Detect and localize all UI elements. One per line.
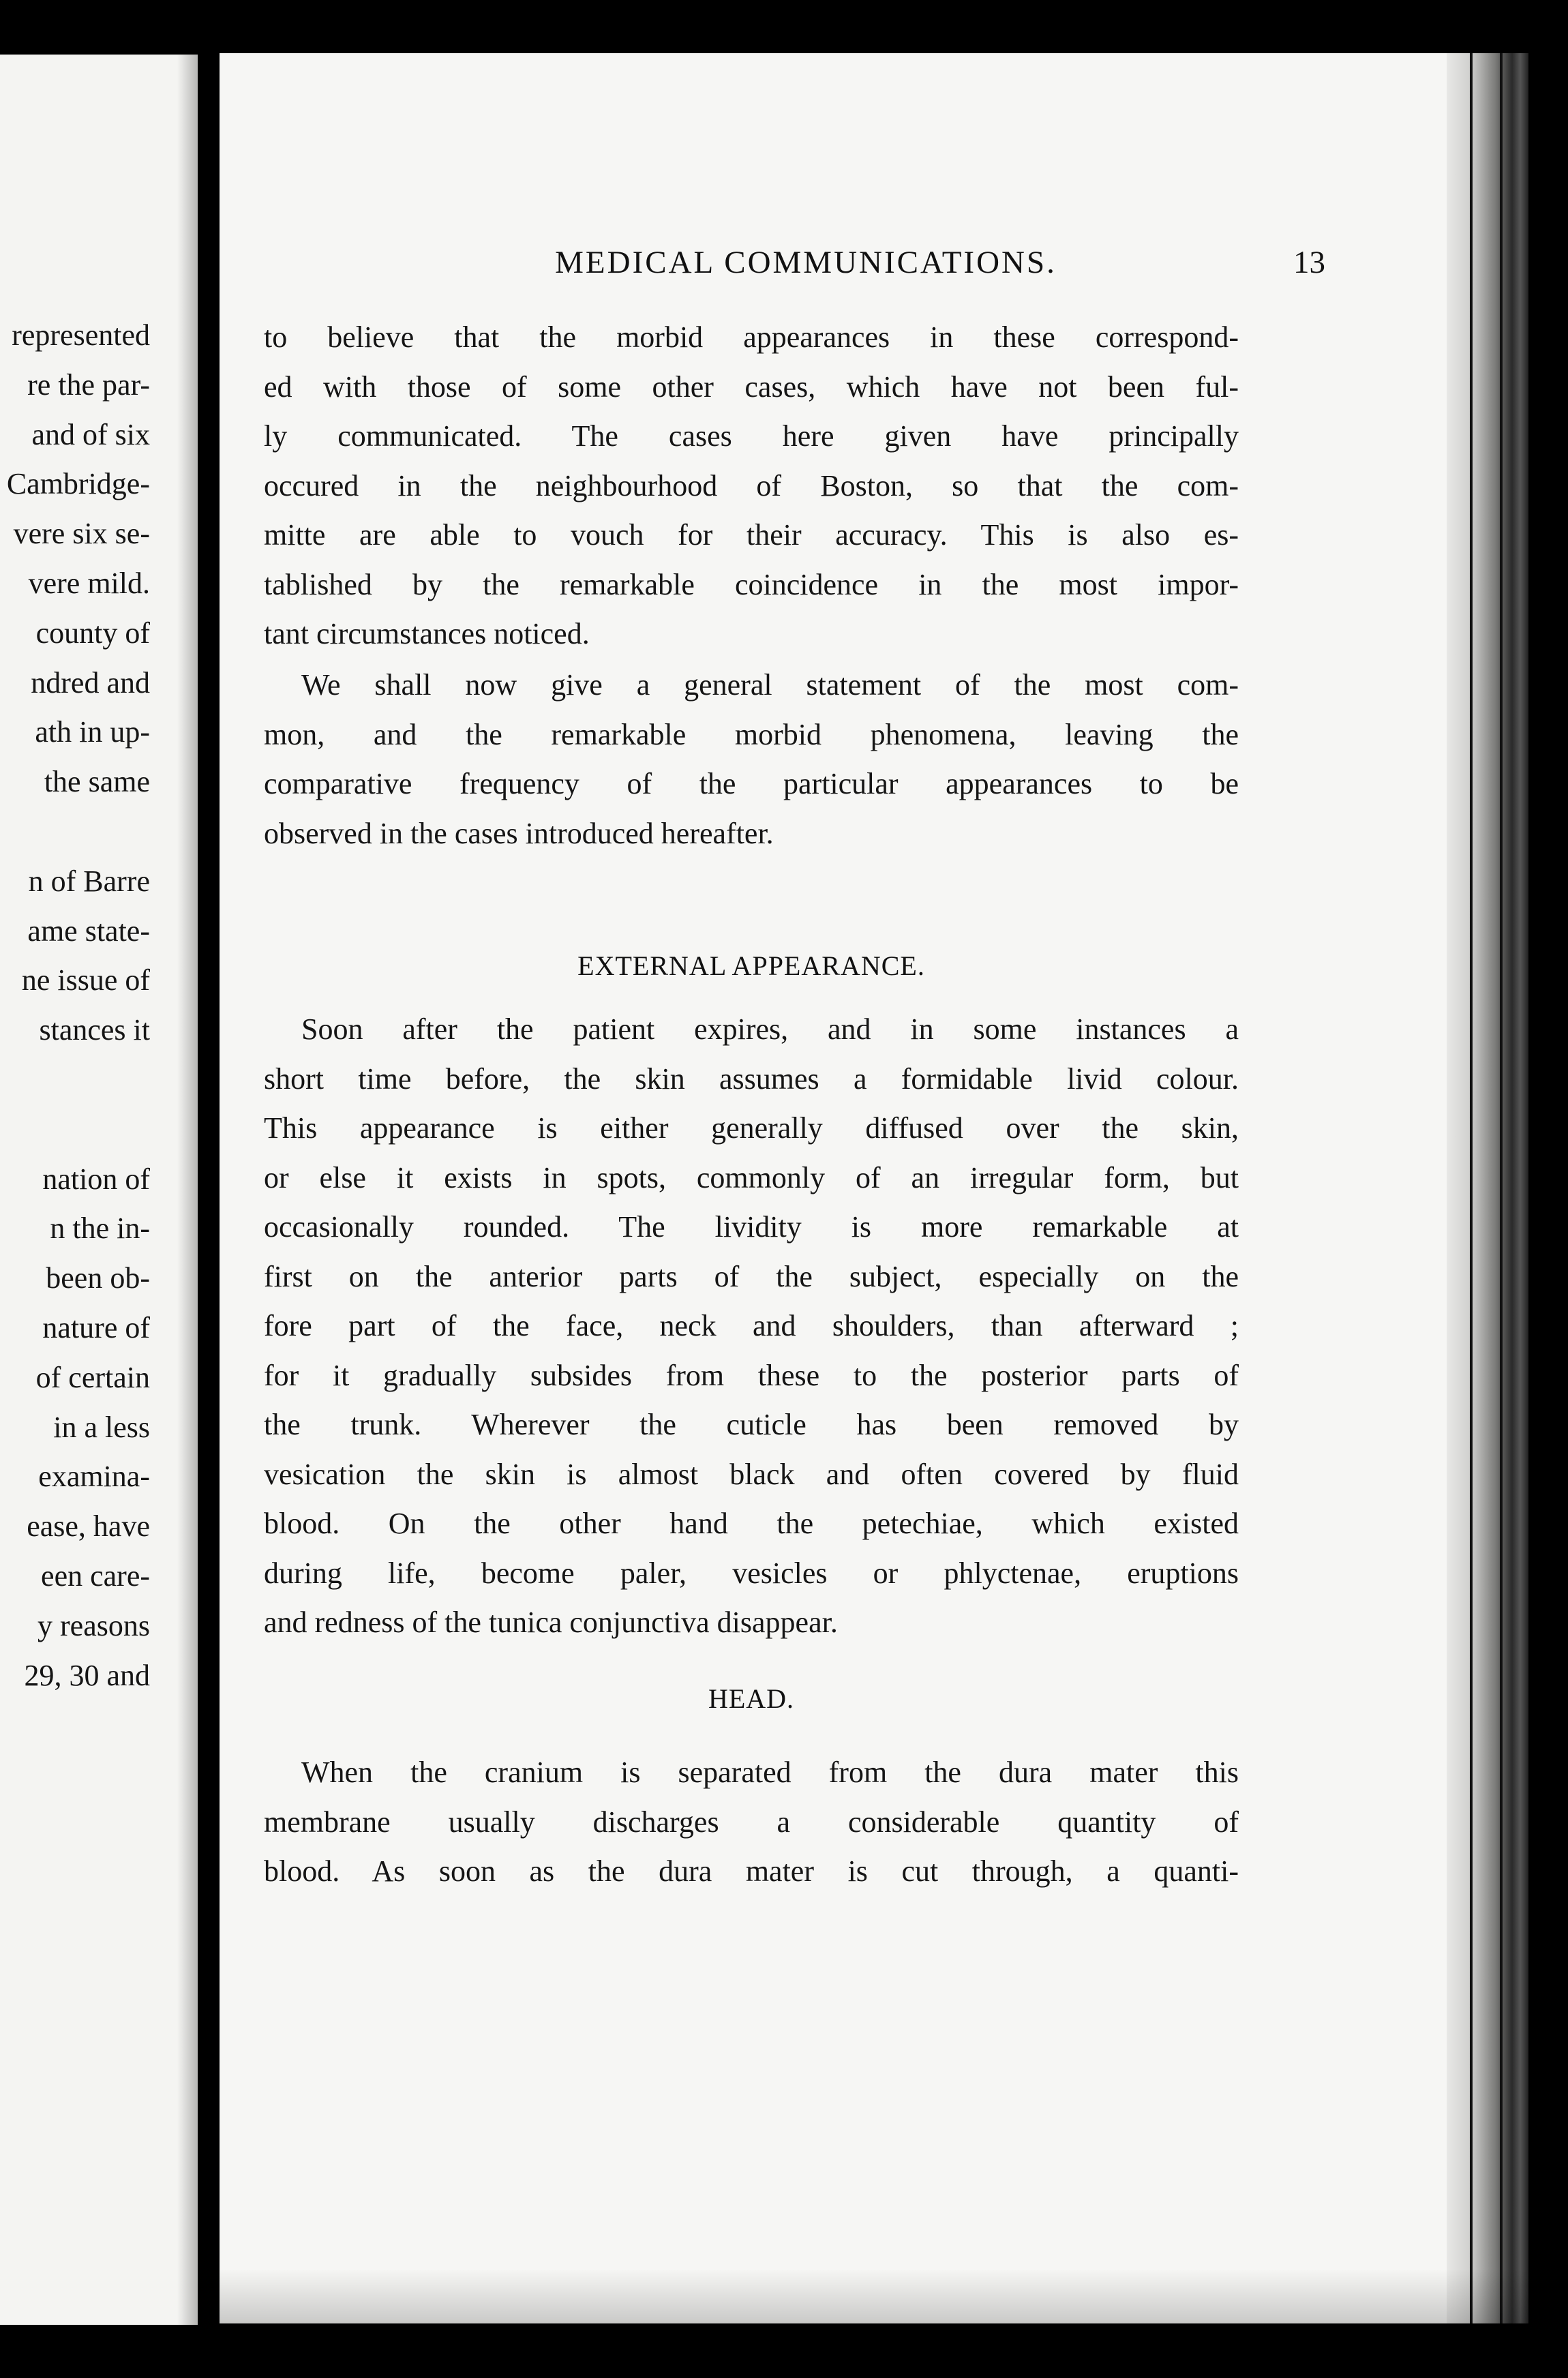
paragraph-3-line: first on the anterior parts of the subject, especially on the [264,1259,1239,1293]
left-page-line: y reasons [37,1608,150,1642]
paragraph-1-line: tablished by the remarkable coincidence in the most impor- [264,567,1239,601]
running-head [417,244,1372,292]
left-page-line: nature of [42,1311,150,1344]
paragraph-3-line: or else it exists in spots, commonly of an irregular form, but [264,1160,1239,1194]
left-page-line: examina- [38,1460,150,1494]
paragraph-3-line: the trunk. Wherever the cuticle has been removed by [264,1408,1239,1441]
left-page-line: n the in- [50,1211,150,1246]
left-page-line: the same [44,765,150,799]
paragraph-3-line: for it gradually subsides from these to the posterior parts of [264,1358,1239,1392]
left-page-line: Cambridge- [6,467,150,501]
left-page-line: ndred and [31,665,150,699]
paragraph-1-line: to believe that the morbid appearances in these correspond- [264,320,1239,354]
paragraph-1-line: ly communicated. The cases here given have principally [264,419,1239,453]
paragraph-1-line: occured in the neighbourhood of Boston, so that the com- [264,468,1239,502]
paragraph-1-line: tant circumstances noticed. [264,617,590,650]
paragraph-4-line: membrane usually discharges a considerable quantity of [264,1805,1239,1839]
paragraph-3-line: blood. On the other hand the petechiae, which existed [264,1507,1239,1540]
paragraph-2-line: observed in the cases introduced hereafter. [264,816,774,850]
page-edge-shadow [1447,53,1528,2323]
left-page [0,55,198,2325]
left-page-line: een care- [41,1559,150,1593]
paragraph-2-line: We shall now give a general statement of the most com- [301,668,1239,702]
paragraph-3-line: vesication the skin is almost black and often covered by fluid [264,1457,1239,1491]
left-page-line: 29, 30 and [24,1658,150,1692]
left-page-line: and of six [31,417,150,451]
left-page-line: of certain [35,1360,150,1394]
paragraph-1-line: ed with those of some other cases, which have not been ful- [264,370,1239,404]
left-page-line: vere six se- [13,517,150,551]
left-page-line: re the par- [27,367,150,402]
paragraph-3-line: fore part of the face, neck and shoulders, than afterward ; [264,1309,1239,1342]
paragraph-4-line: blood. As soon as the dura mater is cut through, a quanti- [264,1854,1239,1888]
paragraph-1-line: mitte are able to vouch for their accuracy. This is also es- [264,518,1239,552]
left-page-line: n of Barre [28,864,150,898]
running-title: MEDICAL COMMUNICATIONS. [555,245,1057,280]
paragraph-3-line: occasionally rounded. The lividity is more remarkable at [264,1210,1239,1244]
left-page-line: ath in up- [35,715,150,749]
left-page-line: county of [35,616,150,650]
paragraph-2-line: mon, and the remarkable morbid phenomena, leaving the [264,717,1239,751]
page-number: 13 [1293,245,1325,280]
paragraph-4-line: When the cranium is separated from the dura mater this [301,1756,1239,1789]
left-page-line: nation of [42,1162,150,1196]
left-page-line: ease, have [27,1509,150,1544]
section-heading-head: HEAD. [708,1683,795,1714]
left-page-gutter-shadow [177,55,198,2325]
left-page-line: stances it [39,1013,150,1047]
paragraph-3-line: Soon after the patient expires, and in some instances a [301,1012,1239,1046]
left-page-line: ne issue of [21,963,150,997]
left-page-line: been ob- [46,1261,150,1295]
page-bottom-shadow [220,2269,1528,2323]
paragraph-3-line: This appearance is either generally diffused over the skin, [264,1111,1239,1145]
paragraph-2-line: comparative frequency of the particular appearances to be [264,767,1239,800]
paragraph-3-line: during life, become paler, vesicles or phlyctenae, eruptions [264,1556,1239,1590]
paragraph-3-line: and redness of the tunica conjunctiva disappear. [264,1606,838,1639]
section-heading-external-appearance: EXTERNAL APPEARANCE. [577,950,925,981]
left-page-line: in a less [53,1410,150,1444]
left-page-line: represented [12,318,150,352]
paragraph-3-line: short time before, the skin assumes a formidable livid colour. [264,1062,1239,1096]
right-page [220,53,1528,2323]
left-page-line: vere mild. [28,567,150,600]
left-page-line: ame state- [27,914,150,948]
